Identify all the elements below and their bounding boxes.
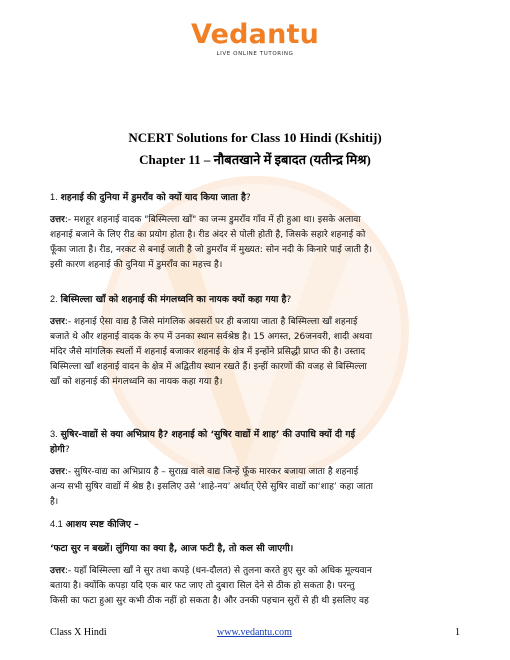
answer-label: उत्तर xyxy=(50,215,65,225)
question-heading: 1. शहनाई की दुनिया में डुमराँव को क्यों याद किया जाता है? xyxy=(50,192,251,203)
answer-label: उत्तर xyxy=(50,467,65,477)
page-number: 1 xyxy=(455,627,460,638)
title-line-1: NCERT Solutions for Class 10 Hindi (Kshitij) xyxy=(128,130,382,145)
answer: उत्तर:- शहनाई ऐसा वाद्य है जिसे मांगलिक अवसरों पर ही बजाया जाता है बिस्मिल्ला खाँ शहनाई बजाते थे और शहनाई वादक के रुप में उनका स्थान सर्वश्रेष्ठ है। 15 अगस्त, 26जनवरी, शादी अथवा मंदिर जैसे मांगलिक स्थलों में शहनाई बजाकर शहनाई के क्षेत्र में इन्होंने प्रसिद्धी प्राप्त की है। उस्ताद बिस्मिल्ला खाँ शहनाई वादन के क्षेत्र में अद्वितीय स्थान रखते हैं। इन्हीं कारणों की वजह से बिस्मिल्ला खाँ को शहनाई की मंगलध्वनि का नायक कहा गया है। xyxy=(50,317,373,387)
answer-label: उत्तर xyxy=(50,317,65,327)
question-heading: 4.1 आशय स्पष्ट कीजिए – xyxy=(50,519,139,530)
answer: उत्तर:- मशहूर शहनाई वादक "बिस्मिल्ला खाँ" का जन्म डुमराँव गाँव में ही हुआ था। इसके अलावा शहनाई बजाने के लिए रीड का प्रयोग होता है। रीड अंदर से पोली होती है, जिसके सहारे शहनाई को फूँका जाता है। रीड, नरकट से बनाई जाती है जो डुमराँव में मुख्यत: सोन नदी के किनारे पाई जाती है। इसी कारण शहनाई की दुनिया में डुमराँव का महत्त्व है। xyxy=(50,215,373,270)
page-title xyxy=(0,127,510,171)
question-2 xyxy=(50,292,465,390)
logo-wordmark: Vedantu xyxy=(190,19,320,50)
question-4-1 xyxy=(50,517,465,609)
answer: उत्तर:- सुषिर-वाद्य का अभिप्राय है – सुराख़ वाले वाद्य जिन्हें फूँक मारकर बजाया जाता है शहनाई अन्य सभी सुषिर वाद्यों में श्रेष्ठ है। इसलिए उसे ‘शाहे-नय’ अर्थात् ऐसे सुषिर वाद्यों का‘शाह’ कहा जाता है। xyxy=(50,467,373,507)
question-3: 3. सुषिर-वाद्यों से क्या अभिप्राय है? शहनाई को ‘सुषिर वाद्यों में शाह’ की उपाधि क्यों दी गई होगी? उत्तर:- सुषिर-वाद्य का अभिप्राय है – सुराख़ वाले वाद्य जिन्हें फूँक मारकर बजाया जाता है शहनाई अन्य सभी सुषिर वाद्यों में श्रेष्ठ है। इसलिए उसे ‘शाहे-नय’ अर्थात् ऐसे सुषिर वाद्यों का‘शाह’ कहा जाता है। xyxy=(50,427,465,510)
question-heading: 2. बिस्मिल्ला खाँ को शहनाई की मंगलध्वनि का नायक क्यों कहा गया है? xyxy=(50,294,292,305)
answer: उत्तर:- यहाँ बिस्मिल्ला खाँ ने सुर तथा कपड़े (धन-दौलत) से तुलना करते हुए सुर को अधिक मूल्यवान बताया है। क्योंकि कपड़ा यदि एक बार फट जाए तो दुबारा सिल देने से ठीक हो सकता है। परन्तु किसी का फटा हुआ सुर कभी ठीक नहीं हो सकता है। और उनकी पहचान सुरों से ही थी इसलिए वह xyxy=(50,566,372,606)
footer-website-link[interactable]: www.vedantu.com xyxy=(217,627,292,638)
answer-label: उत्तर xyxy=(50,566,65,576)
logo-tagline: LIVE ONLINE TUTORING xyxy=(216,51,294,57)
question-1 xyxy=(50,190,465,273)
page-footer xyxy=(50,627,460,641)
quote: ‘फटा सुर न बख्शें। लुंगिया का क्या है, आज फटी है, तो कल सी जाएगी। xyxy=(50,543,294,554)
title-line-2: Chapter 11 – नौबतखाने में इबादत (यतीन्द्र मिश्र) xyxy=(139,152,371,167)
footer-class-label: Class X Hindi xyxy=(50,627,107,638)
vedantu-logo xyxy=(0,20,510,57)
question-heading: 3. सुषिर-वाद्यों से क्या अभिप्राय है? शहनाई को ‘सुषिर वाद्यों में शाह’ की उपाधि क्यों दी गई xyxy=(50,429,356,440)
